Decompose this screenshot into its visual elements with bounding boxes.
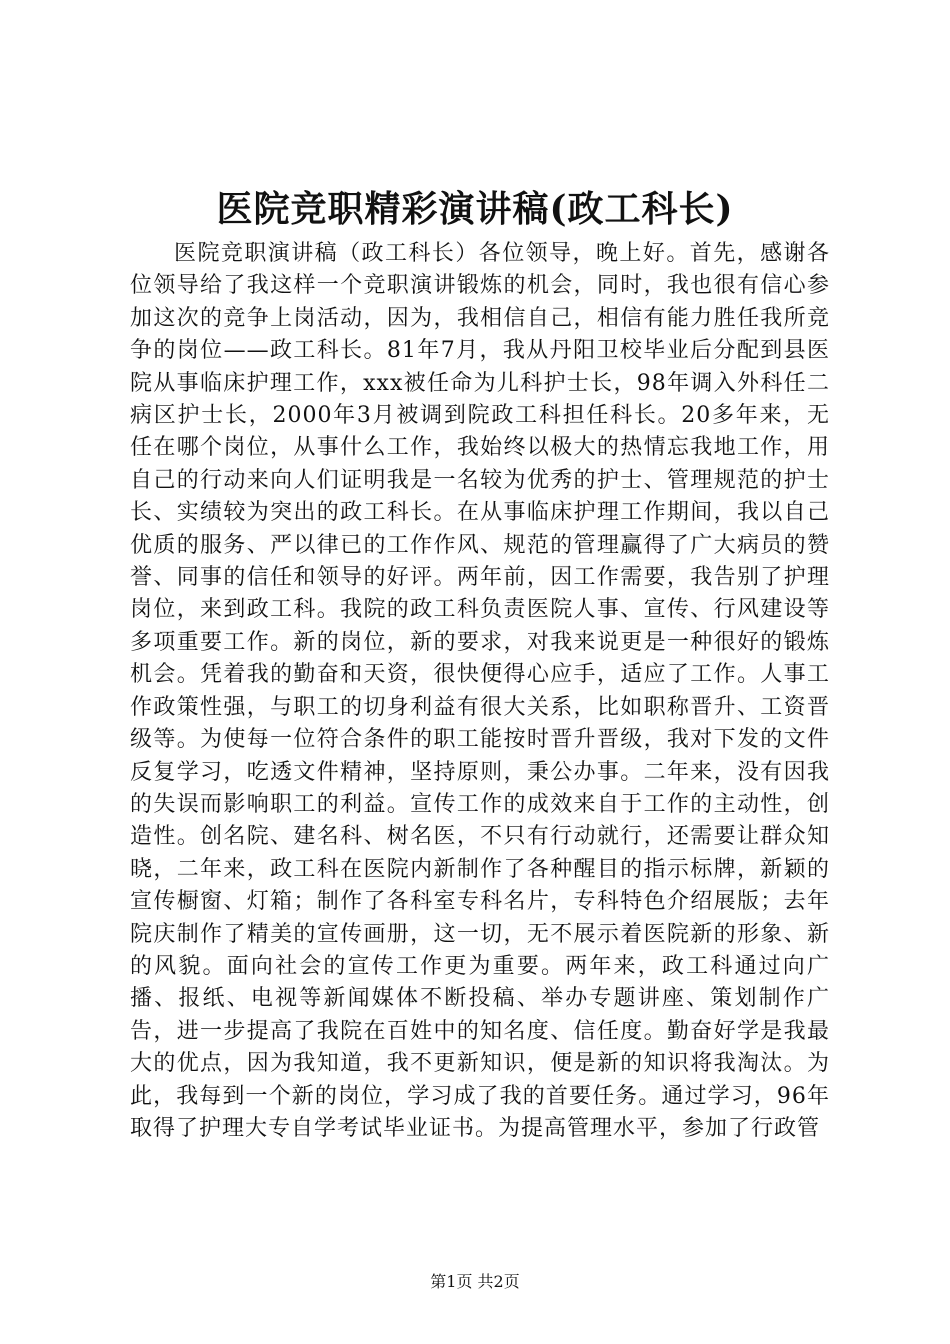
- document-body: 医院竞职演讲稿（政工科长）各位领导，晚上好。首先，感谢各位领导给了我这样一个竞职演讲锻炼的机会，同时，我也很有信心参加这次的竞争上岗活动，因为，我相信自己，相信有能力胜任我所竞争的岗位——政工科长。81年7月，我从丹阳卫校毕业后分配到县医院从事临床护理工作，xxx被任命为儿科护士长，98年调入外科任二病区护士长，2000年3月被调到院政工科担任科长。20多年来，无任在哪个岗位，从事什么工作，我始终以极大的热情忘我地工作，用自己的行动来向人们证明我是一名较为优秀的护士、管理规范的护士长、实绩较为突出的政工科长。在从事临床护理工作期间，我以自己优质的服务、严以律已的工作作风、规范的管理赢得了广大病员的赞誉、同事的信任和领导的好评。两年前，因工作需要，我告别了护理岗位，来到政工科。我院的政工科负责医院人事、宣传、行风建设等多项重要工作。新的岗位，新的要求，对我来说更是一种很好的锻炼机会。凭着我的勤奋和天资，很快便得心应手，适应了工作。人事工作政策性强，与职工的切身利益有很大关系，比如职称晋升、工资晋级等。为使每一位符合条件的职工能按时晋升晋级，我对下发的文件反复学习，吃透文件精神，坚持原则，秉公办事。二年来，没有因我的失误而影响职工的利益。宣传工作的成效来自于工作的主动性，创造性。创名院、建名科、树名医，不只有行动就行，还需要让群众知晓，二年来，政工科在医院内新制作了各种醒目的指示标牌，新颖的宣传橱窗、灯箱；制作了各科室专科名片，专科特色介绍展版；去年院庆制作了精美的宣传画册，这一切，无不展示着医院新的形象、新的风貌。面向社会的宣传工作更为重要。两年来，政工科通过向广播、报纸、电视等新闻媒体不断投稿、举办专题讲座、策划制作广告，进一步提高了我院在百姓中的知名度、信任度。勤奋好学是我最大的优点，因为我知道，我不更新知识，便是新的知识将我淘汰。为此，我每到一个新的岗位，学习成了我的首要任务。通过学习，96年取得了护理大专自学考试毕业证书。为提高管理水平，参加了行政管: [130, 241, 830, 1141]
- document-title: 医院竞职精彩演讲稿(政工科长): [216, 188, 734, 230]
- page-indicator: 第1页 共2页: [430, 1272, 520, 1291]
